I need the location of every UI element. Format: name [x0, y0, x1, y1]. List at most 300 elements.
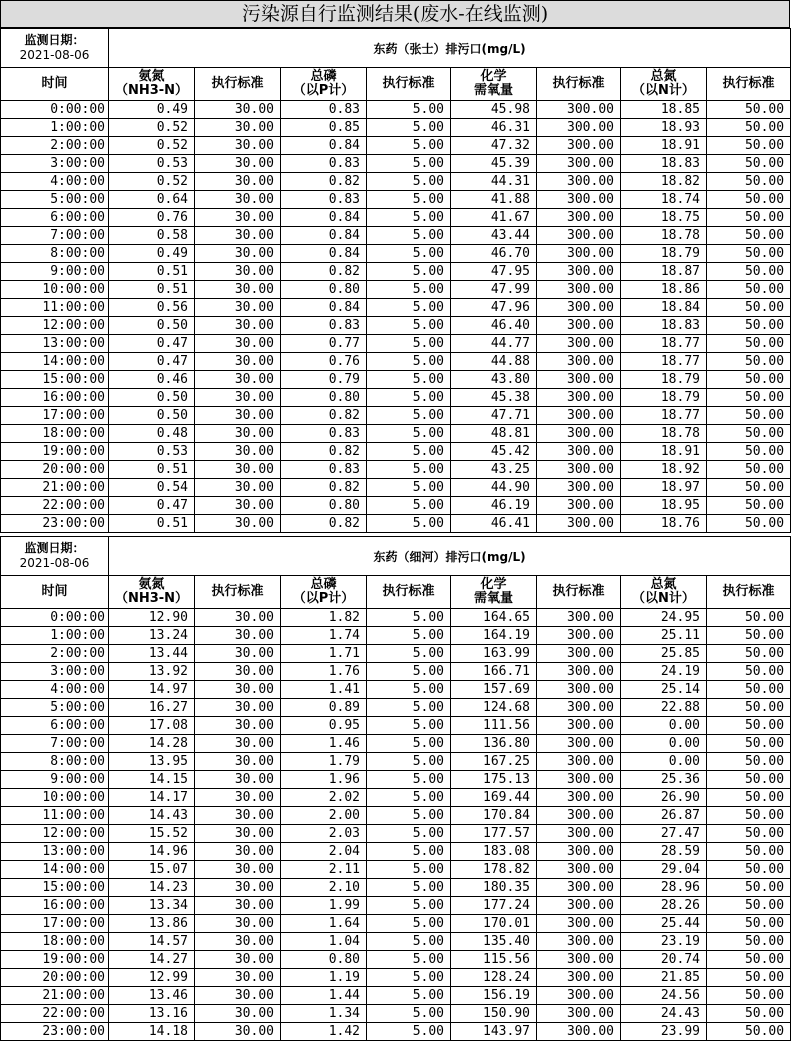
time-cell: 0:00:00 — [1, 101, 109, 119]
value-cell: 30.00 — [195, 807, 281, 825]
value-cell: 13.86 — [109, 915, 195, 933]
value-cell: 50.00 — [707, 371, 791, 389]
value-cell: 0.64 — [109, 191, 195, 209]
column-header-ammonia-standard — [195, 576, 281, 609]
table-row — [1, 227, 791, 245]
value-cell: 50.00 — [707, 969, 791, 987]
value-cell: 177.24 — [451, 897, 537, 915]
column-header-line: （以N计） — [632, 83, 695, 98]
value-cell: 50.00 — [707, 825, 791, 843]
value-cell: 5.00 — [367, 951, 451, 969]
value-cell: 5.00 — [367, 407, 451, 425]
value-cell: 30.00 — [195, 263, 281, 281]
value-cell: 14.17 — [109, 789, 195, 807]
value-cell: 150.90 — [451, 1005, 537, 1023]
value-cell: 50.00 — [707, 1005, 791, 1023]
column-header-nitrogen-standard — [707, 576, 791, 609]
table-row — [1, 645, 791, 663]
value-cell: 178.82 — [451, 861, 537, 879]
column-header-line: （以P计） — [292, 591, 355, 606]
value-cell: 1.76 — [281, 663, 367, 681]
value-cell: 28.26 — [621, 897, 707, 915]
time-cell: 10:00:00 — [1, 281, 109, 299]
column-header-line: 执行标准 — [382, 76, 435, 91]
value-cell: 166.71 — [451, 663, 537, 681]
value-cell: 50.00 — [707, 191, 791, 209]
time-cell: 22:00:00 — [1, 1005, 109, 1023]
value-cell: 170.84 — [451, 807, 537, 825]
value-cell: 300.00 — [537, 645, 621, 663]
value-cell: 0.83 — [281, 191, 367, 209]
value-cell: 30.00 — [195, 209, 281, 227]
column-header-total-nitrogen — [621, 576, 707, 609]
value-cell: 18.77 — [621, 335, 707, 353]
column-header-time — [1, 576, 109, 609]
value-cell: 18.86 — [621, 281, 707, 299]
value-cell: 45.39 — [451, 155, 537, 173]
value-cell: 5.00 — [367, 969, 451, 987]
time-cell: 10:00:00 — [1, 789, 109, 807]
value-cell: 44.77 — [451, 335, 537, 353]
value-cell: 50.00 — [707, 317, 791, 335]
value-cell: 30.00 — [195, 191, 281, 209]
value-cell: 14.28 — [109, 735, 195, 753]
column-header-ammonia-nitrogen — [109, 68, 195, 101]
value-cell: 1.74 — [281, 627, 367, 645]
time-cell: 5:00:00 — [1, 191, 109, 209]
table-row — [1, 335, 791, 353]
value-cell: 5.00 — [367, 461, 451, 479]
value-cell: 30.00 — [195, 281, 281, 299]
table-row — [1, 969, 791, 987]
table-row — [1, 663, 791, 681]
column-header-line: 时间 — [41, 76, 68, 91]
value-cell: 164.65 — [451, 609, 537, 627]
value-cell: 25.36 — [621, 771, 707, 789]
value-cell: 300.00 — [537, 915, 621, 933]
value-cell: 5.00 — [367, 443, 451, 461]
value-cell: 30.00 — [195, 317, 281, 335]
value-cell: 22.88 — [621, 699, 707, 717]
value-cell: 30.00 — [195, 951, 281, 969]
table-row — [1, 933, 791, 951]
value-cell: 18.91 — [621, 443, 707, 461]
value-cell: 5.00 — [367, 227, 451, 245]
value-cell: 5.00 — [367, 699, 451, 717]
value-cell: 0.53 — [109, 155, 195, 173]
value-cell: 30.00 — [195, 461, 281, 479]
value-cell: 5.00 — [367, 137, 451, 155]
value-cell: 0.85 — [281, 119, 367, 137]
time-cell: 13:00:00 — [1, 335, 109, 353]
table-row — [1, 191, 791, 209]
time-cell: 8:00:00 — [1, 245, 109, 263]
date-value: 2021-08-06 — [19, 556, 90, 570]
column-header-line: 执行标准 — [552, 584, 605, 599]
time-cell: 21:00:00 — [1, 987, 109, 1005]
value-cell: 300.00 — [537, 843, 621, 861]
value-cell: 30.00 — [195, 155, 281, 173]
column-header-line: 执行标准 — [211, 76, 264, 91]
value-cell: 5.00 — [367, 789, 451, 807]
value-cell: 18.79 — [621, 371, 707, 389]
value-cell: 5.00 — [367, 933, 451, 951]
column-header-cod-standard — [537, 68, 621, 101]
value-cell: 18.87 — [621, 263, 707, 281]
value-cell: 30.00 — [195, 735, 281, 753]
time-cell: 17:00:00 — [1, 915, 109, 933]
value-cell: 5.00 — [367, 843, 451, 861]
value-cell: 300.00 — [537, 627, 621, 645]
value-cell: 43.80 — [451, 371, 537, 389]
value-cell: 1.71 — [281, 645, 367, 663]
value-cell: 50.00 — [707, 897, 791, 915]
value-cell: 300.00 — [537, 101, 621, 119]
value-cell: 169.44 — [451, 789, 537, 807]
value-cell: 30.00 — [195, 987, 281, 1005]
table-row — [1, 299, 791, 317]
value-cell: 300.00 — [537, 897, 621, 915]
value-cell: 47.32 — [451, 137, 537, 155]
value-cell: 0.82 — [281, 407, 367, 425]
value-cell: 1.64 — [281, 915, 367, 933]
value-cell: 5.00 — [367, 897, 451, 915]
value-cell: 5.00 — [367, 155, 451, 173]
value-cell: 47.96 — [451, 299, 537, 317]
value-cell: 24.95 — [621, 609, 707, 627]
value-cell: 26.87 — [621, 807, 707, 825]
column-header-phosphorus-standard — [367, 576, 451, 609]
value-cell: 300.00 — [537, 371, 621, 389]
date-label: 监测日期： — [24, 33, 85, 47]
value-cell: 0.51 — [109, 515, 195, 533]
value-cell: 18.78 — [621, 227, 707, 245]
value-cell: 30.00 — [195, 497, 281, 515]
value-cell: 1.34 — [281, 1005, 367, 1023]
value-cell: 5.00 — [367, 609, 451, 627]
value-cell: 136.80 — [451, 735, 537, 753]
outlet-name: 东药（张士）排污口(mg/L) — [109, 29, 791, 68]
value-cell: 48.81 — [451, 425, 537, 443]
table-row — [1, 951, 791, 969]
table-row — [1, 681, 791, 699]
value-cell: 30.00 — [195, 137, 281, 155]
value-cell: 300.00 — [537, 173, 621, 191]
value-cell: 13.92 — [109, 663, 195, 681]
value-cell: 50.00 — [707, 101, 791, 119]
value-cell: 2.11 — [281, 861, 367, 879]
value-cell: 50.00 — [707, 461, 791, 479]
time-cell: 2:00:00 — [1, 645, 109, 663]
value-cell: 1.79 — [281, 753, 367, 771]
value-cell: 41.88 — [451, 191, 537, 209]
value-cell: 30.00 — [195, 933, 281, 951]
value-cell: 167.25 — [451, 753, 537, 771]
column-header-total-phosphorus — [281, 576, 367, 609]
value-cell: 5.00 — [367, 479, 451, 497]
time-cell: 4:00:00 — [1, 681, 109, 699]
value-cell: 180.35 — [451, 879, 537, 897]
value-cell: 175.13 — [451, 771, 537, 789]
time-cell: 8:00:00 — [1, 753, 109, 771]
value-cell: 43.44 — [451, 227, 537, 245]
value-cell: 30.00 — [195, 173, 281, 191]
time-cell: 3:00:00 — [1, 155, 109, 173]
value-cell: 18.74 — [621, 191, 707, 209]
value-cell: 14.96 — [109, 843, 195, 861]
time-cell: 12:00:00 — [1, 825, 109, 843]
time-cell: 22:00:00 — [1, 497, 109, 515]
value-cell: 50.00 — [707, 843, 791, 861]
value-cell: 18.79 — [621, 389, 707, 407]
value-cell: 2.03 — [281, 825, 367, 843]
value-cell: 300.00 — [537, 699, 621, 717]
value-cell: 15.52 — [109, 825, 195, 843]
value-cell: 23.19 — [621, 933, 707, 951]
table-row — [1, 389, 791, 407]
value-cell: 143.97 — [451, 1023, 537, 1041]
monitoring-table-1 — [0, 28, 791, 533]
column-header-line: （以P计） — [292, 83, 355, 98]
column-header-cod — [451, 576, 537, 609]
value-cell: 1.41 — [281, 681, 367, 699]
value-cell: 12.90 — [109, 609, 195, 627]
time-cell: 20:00:00 — [1, 461, 109, 479]
value-cell: 50.00 — [707, 933, 791, 951]
value-cell: 50.00 — [707, 771, 791, 789]
value-cell: 5.00 — [367, 717, 451, 735]
value-cell: 50.00 — [707, 681, 791, 699]
value-cell: 30.00 — [195, 609, 281, 627]
value-cell: 45.38 — [451, 389, 537, 407]
value-cell: 0.83 — [281, 317, 367, 335]
value-cell: 300.00 — [537, 515, 621, 533]
value-cell: 50.00 — [707, 443, 791, 461]
value-cell: 50.00 — [707, 263, 791, 281]
value-cell: 47.71 — [451, 407, 537, 425]
value-cell: 0.47 — [109, 335, 195, 353]
value-cell: 1.42 — [281, 1023, 367, 1041]
table-row — [1, 425, 791, 443]
value-cell: 300.00 — [537, 479, 621, 497]
value-cell: 25.44 — [621, 915, 707, 933]
value-cell: 300.00 — [537, 969, 621, 987]
value-cell: 50.00 — [707, 735, 791, 753]
value-cell: 30.00 — [195, 897, 281, 915]
value-cell: 18.92 — [621, 461, 707, 479]
value-cell: 24.19 — [621, 663, 707, 681]
value-cell: 50.00 — [707, 281, 791, 299]
value-cell: 0.80 — [281, 497, 367, 515]
value-cell: 0.49 — [109, 101, 195, 119]
value-cell: 0.48 — [109, 425, 195, 443]
value-cell: 0.84 — [281, 209, 367, 227]
value-cell: 5.00 — [367, 753, 451, 771]
value-cell: 300.00 — [537, 209, 621, 227]
table-row — [1, 209, 791, 227]
value-cell: 1.82 — [281, 609, 367, 627]
value-cell: 0.77 — [281, 335, 367, 353]
value-cell: 30.00 — [195, 627, 281, 645]
table-row — [1, 987, 791, 1005]
value-cell: 30.00 — [195, 515, 281, 533]
value-cell: 300.00 — [537, 609, 621, 627]
value-cell: 50.00 — [707, 879, 791, 897]
table-row — [1, 843, 791, 861]
column-header-line: 执行标准 — [211, 584, 264, 599]
value-cell: 0.52 — [109, 173, 195, 191]
time-cell: 17:00:00 — [1, 407, 109, 425]
value-cell: 30.00 — [195, 245, 281, 263]
value-cell: 300.00 — [537, 789, 621, 807]
value-cell: 111.56 — [451, 717, 537, 735]
column-header-total-phosphorus — [281, 68, 367, 101]
table-row — [1, 699, 791, 717]
value-cell: 0.82 — [281, 479, 367, 497]
value-cell: 5.00 — [367, 209, 451, 227]
value-cell: 5.00 — [367, 281, 451, 299]
time-cell: 0:00:00 — [1, 609, 109, 627]
value-cell: 170.01 — [451, 915, 537, 933]
time-cell: 7:00:00 — [1, 227, 109, 245]
value-cell: 30.00 — [195, 443, 281, 461]
value-cell: 115.56 — [451, 951, 537, 969]
column-header-nitrogen-standard — [707, 68, 791, 101]
value-cell: 45.98 — [451, 101, 537, 119]
table-row — [1, 627, 791, 645]
time-cell: 1:00:00 — [1, 119, 109, 137]
value-cell: 5.00 — [367, 101, 451, 119]
value-cell: 41.67 — [451, 209, 537, 227]
value-cell: 18.97 — [621, 479, 707, 497]
table-row — [1, 915, 791, 933]
value-cell: 0.47 — [109, 497, 195, 515]
time-cell: 6:00:00 — [1, 209, 109, 227]
value-cell: 13.44 — [109, 645, 195, 663]
monitoring-date-cell — [1, 29, 109, 68]
table-row — [1, 717, 791, 735]
value-cell: 0.82 — [281, 263, 367, 281]
time-cell: 12:00:00 — [1, 317, 109, 335]
value-cell: 1.46 — [281, 735, 367, 753]
value-cell: 50.00 — [707, 663, 791, 681]
value-cell: 46.41 — [451, 515, 537, 533]
value-cell: 44.90 — [451, 479, 537, 497]
value-cell: 13.34 — [109, 897, 195, 915]
value-cell: 5.00 — [367, 771, 451, 789]
value-cell: 183.08 — [451, 843, 537, 861]
table-row — [1, 353, 791, 371]
table-row — [1, 1023, 791, 1041]
value-cell: 17.08 — [109, 717, 195, 735]
time-cell: 6:00:00 — [1, 717, 109, 735]
value-cell: 18.84 — [621, 299, 707, 317]
table-row — [1, 119, 791, 137]
value-cell: 50.00 — [707, 915, 791, 933]
value-cell: 23.99 — [621, 1023, 707, 1041]
value-cell: 5.00 — [367, 245, 451, 263]
value-cell: 50.00 — [707, 717, 791, 735]
value-cell: 5.00 — [367, 119, 451, 137]
column-header-ammonia-standard — [195, 68, 281, 101]
column-header-line: 总氮 — [650, 69, 677, 84]
value-cell: 300.00 — [537, 245, 621, 263]
value-cell: 300.00 — [537, 753, 621, 771]
time-cell: 19:00:00 — [1, 443, 109, 461]
column-header-line: 总磷 — [310, 69, 337, 84]
value-cell: 50.00 — [707, 515, 791, 533]
value-cell: 0.79 — [281, 371, 367, 389]
value-cell: 300.00 — [537, 987, 621, 1005]
value-cell: 5.00 — [367, 1023, 451, 1041]
value-cell: 300.00 — [537, 281, 621, 299]
value-cell: 0.52 — [109, 119, 195, 137]
table-row — [1, 407, 791, 425]
column-header-total-nitrogen — [621, 68, 707, 101]
value-cell: 50.00 — [707, 1023, 791, 1041]
value-cell: 25.85 — [621, 645, 707, 663]
value-cell: 44.31 — [451, 173, 537, 191]
time-cell: 16:00:00 — [1, 389, 109, 407]
value-cell: 13.24 — [109, 627, 195, 645]
value-cell: 0.49 — [109, 245, 195, 263]
value-cell: 45.42 — [451, 443, 537, 461]
table-row — [1, 879, 791, 897]
value-cell: 2.04 — [281, 843, 367, 861]
value-cell: 300.00 — [537, 389, 621, 407]
value-cell: 5.00 — [367, 663, 451, 681]
value-cell: 300.00 — [537, 663, 621, 681]
value-cell: 300.00 — [537, 807, 621, 825]
time-cell: 23:00:00 — [1, 515, 109, 533]
value-cell: 0.76 — [109, 209, 195, 227]
date-value: 2021-08-06 — [19, 48, 90, 62]
value-cell: 0.51 — [109, 263, 195, 281]
value-cell: 50.00 — [707, 753, 791, 771]
table-row — [1, 789, 791, 807]
value-cell: 300.00 — [537, 119, 621, 137]
time-cell: 7:00:00 — [1, 735, 109, 753]
value-cell: 27.47 — [621, 825, 707, 843]
value-cell: 300.00 — [537, 443, 621, 461]
value-cell: 300.00 — [537, 263, 621, 281]
value-cell: 0.50 — [109, 407, 195, 425]
value-cell: 18.95 — [621, 497, 707, 515]
value-cell: 300.00 — [537, 461, 621, 479]
value-cell: 300.00 — [537, 353, 621, 371]
value-cell: 5.00 — [367, 645, 451, 663]
value-cell: 18.91 — [621, 137, 707, 155]
value-cell: 30.00 — [195, 389, 281, 407]
time-cell: 14:00:00 — [1, 353, 109, 371]
value-cell: 30.00 — [195, 479, 281, 497]
value-cell: 1.99 — [281, 897, 367, 915]
value-cell: 5.00 — [367, 879, 451, 897]
value-cell: 0.52 — [109, 137, 195, 155]
value-cell: 300.00 — [537, 425, 621, 443]
value-cell: 50.00 — [707, 299, 791, 317]
value-cell: 14.57 — [109, 933, 195, 951]
value-cell: 12.99 — [109, 969, 195, 987]
value-cell: 18.83 — [621, 317, 707, 335]
value-cell: 30.00 — [195, 717, 281, 735]
table-row — [1, 173, 791, 191]
value-cell: 0.46 — [109, 371, 195, 389]
table-row — [1, 479, 791, 497]
table-row — [1, 137, 791, 155]
value-cell: 47.95 — [451, 263, 537, 281]
value-cell: 14.97 — [109, 681, 195, 699]
